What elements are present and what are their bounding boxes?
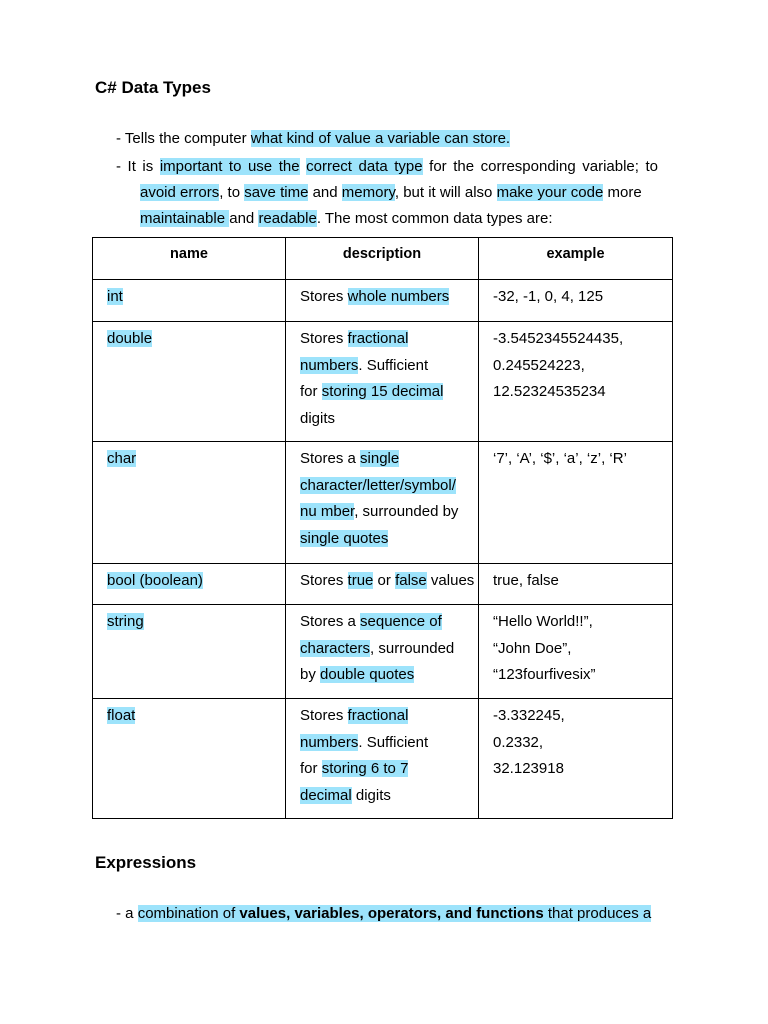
- example-text: 32.123918: [493, 760, 564, 777]
- type-name: double: [107, 330, 153, 347]
- cell-description: [286, 442, 479, 564]
- description-text: sequence of: [360, 613, 442, 630]
- description-text: characters: [300, 639, 371, 657]
- example-text: -32, -1, 0, 4, 125: [493, 288, 604, 305]
- description-text: Stores a: [300, 613, 361, 630]
- header-name: name: [93, 238, 286, 280]
- example-text: -3.5452345524435,: [493, 330, 624, 347]
- cell-example: [479, 280, 673, 322]
- description-text: fractional: [347, 707, 409, 724]
- description-text: fractional: [347, 330, 409, 347]
- description-text: storing 15 decimal: [321, 383, 444, 400]
- cell-name: [93, 605, 286, 699]
- cell-example: [479, 605, 673, 699]
- table-row: [93, 280, 673, 322]
- table-header-row: [93, 238, 673, 280]
- type-name: bool (boolean): [107, 572, 203, 589]
- description-text: Stores: [300, 572, 348, 589]
- description-text: character/letter/symbol/: [300, 476, 456, 494]
- cell-name: [93, 442, 286, 564]
- cell-description: [286, 605, 479, 699]
- description-text: for: [300, 760, 322, 777]
- example-text: 12.52324535234: [493, 383, 606, 400]
- table-row: [93, 442, 673, 564]
- type-name: string: [107, 613, 144, 630]
- description-text: false: [395, 572, 427, 589]
- description-text: whole numbers: [347, 288, 450, 305]
- description-text: nu mber: [300, 503, 355, 520]
- description-text: numbers: [300, 356, 359, 374]
- cell-example: [479, 322, 673, 442]
- header-description: description: [286, 238, 479, 280]
- description-text: , surrounded by: [354, 503, 459, 520]
- section-title: C# Data Types: [95, 78, 211, 97]
- description-text: single: [360, 450, 400, 467]
- example-text: ‘7’, ‘A’, ‘$’, ‘a’, ‘z’, ‘R’: [493, 450, 627, 467]
- header-example: example: [479, 238, 673, 280]
- cell-name: [93, 280, 286, 322]
- table-row: [93, 322, 673, 442]
- example-text: 0.245524223,: [493, 356, 585, 374]
- cell-name: [93, 699, 286, 819]
- cell-name: [93, 564, 286, 605]
- description-text: or: [373, 572, 396, 589]
- cell-description: [286, 699, 479, 819]
- description-text: for: [300, 383, 322, 400]
- description-text: Stores a: [300, 450, 361, 467]
- bullet-item: - a combination of values, variables, operators, and functions that produces a: [116, 905, 652, 922]
- section-title: Expressions: [95, 853, 197, 872]
- description-text: , surrounded: [370, 639, 455, 657]
- description-text: . Sufficient: [358, 733, 429, 751]
- type-name: int: [107, 288, 123, 305]
- type-name: char: [107, 450, 137, 467]
- example-text: true, false: [493, 572, 559, 589]
- bullet-item-continuation: maintainable and readable. The most common data types are:: [140, 210, 553, 227]
- cell-description: [286, 322, 479, 442]
- table-row: [93, 699, 673, 819]
- cell-description: [286, 280, 479, 322]
- description-text: storing 6 to 7: [321, 760, 409, 777]
- data-types-table: [92, 237, 673, 819]
- cell-name: [93, 322, 286, 442]
- table-row: [93, 564, 673, 605]
- bullet-item: - Tells the computer what kind of value a variable can store.: [116, 130, 511, 147]
- description-text: . Sufficient: [358, 356, 429, 374]
- bullet-item: - It is important to use the correct data type for the corresponding variable; to: [116, 158, 659, 175]
- description-text: double quotes: [320, 666, 415, 683]
- cell-example: [479, 564, 673, 605]
- description-text: numbers: [300, 733, 359, 751]
- table-row: [93, 605, 673, 699]
- description-text: by: [300, 666, 321, 683]
- example-text: -3.332245,: [493, 707, 565, 724]
- description-text: single quotes: [300, 529, 389, 547]
- description-text: digits: [300, 409, 336, 427]
- description-text: values: [426, 572, 475, 589]
- description-text: true: [347, 572, 374, 589]
- description-text: decimal: [300, 786, 352, 804]
- description-text: Stores: [300, 288, 348, 305]
- description-text: Stores: [300, 707, 348, 724]
- bullet-item-continuation: avoid errors, to save time and memory, but it will also make your code more: [140, 184, 642, 201]
- type-name: float: [107, 707, 136, 724]
- example-text: “Hello World!!”,: [493, 613, 593, 630]
- example-text: “John Doe”,: [493, 639, 572, 657]
- cell-description: [286, 564, 479, 605]
- cell-example: [479, 442, 673, 564]
- description-text: digits: [351, 786, 391, 804]
- description-text: Stores: [300, 330, 348, 347]
- cell-example: [479, 699, 673, 819]
- example-text: 0.2332,: [493, 733, 544, 751]
- example-text: “123fourfivesix”: [493, 666, 596, 683]
